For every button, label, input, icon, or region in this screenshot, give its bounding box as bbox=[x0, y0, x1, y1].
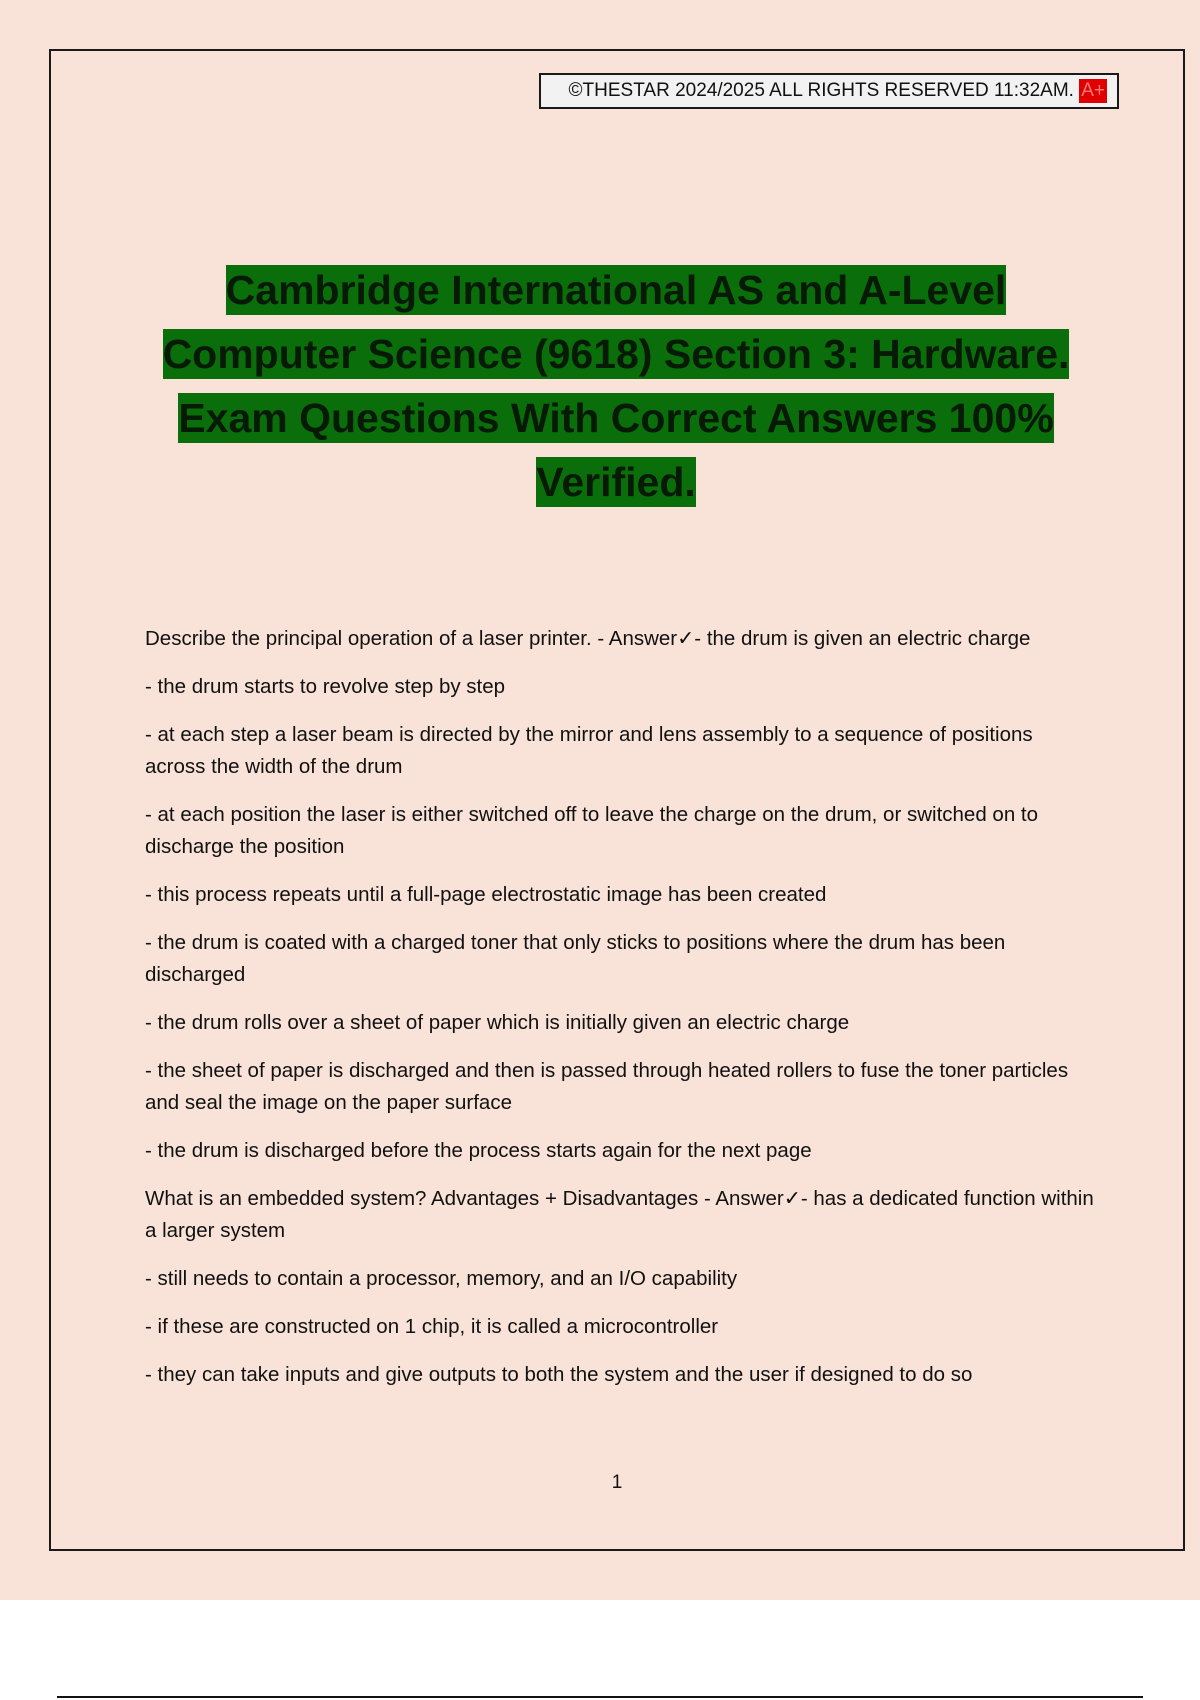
answer-point: - still needs to contain a processor, memory, and an I/O capability bbox=[145, 1267, 738, 1290]
answer-point: - the drum is coated with a charged toner that only sticks to positions where the drum has been discharged bbox=[145, 931, 1006, 986]
title-line-4: Verified. bbox=[536, 459, 696, 505]
answer-point: - they can take inputs and give outputs to both the system and the user if designed to do so bbox=[145, 1363, 973, 1386]
question-paragraph: Describe the principal operation of a laser printer. - Answer✓- the drum is given an electric charge bbox=[145, 627, 1031, 650]
question-answer-content bbox=[145, 623, 1095, 1407]
title-line-3: Exam Questions With Correct Answers 100% bbox=[178, 395, 1054, 441]
grade-badge: A+ bbox=[1081, 79, 1105, 101]
answer-point: - the sheet of paper is discharged and then is passed through heated rollers to fuse the toner particles and seal the image on the paper surface bbox=[145, 1059, 1069, 1114]
page-number: 1 bbox=[611, 1472, 623, 1493]
answer-point: - at each position the laser is either switched off to leave the charge on the drum, or switched on to discharge the position bbox=[145, 803, 1039, 858]
answer-point: - the drum starts to revolve step by step bbox=[145, 675, 506, 698]
answer-point: - this process repeats until a full-page electrostatic image has been created bbox=[145, 883, 827, 906]
title-line-1: Cambridge International AS and A-Level bbox=[225, 267, 1007, 313]
answer-point: - if these are constructed on 1 chip, it is called a microcontroller bbox=[145, 1315, 719, 1338]
document-title bbox=[120, 258, 1112, 514]
bottom-divider bbox=[57, 1696, 1143, 1698]
title-line-2: Computer Science (9618) Section 3: Hardware. bbox=[162, 331, 1070, 377]
answer-point: - the drum is discharged before the process starts again for the next page bbox=[145, 1139, 812, 1162]
answer-point: - the drum rolls over a sheet of paper which is initially given an electric charge bbox=[145, 1011, 850, 1034]
copyright-header bbox=[539, 73, 1119, 109]
copyright-text: ©THESTAR 2024/2025 ALL RIGHTS RESERVED 11:32AM. bbox=[568, 80, 1074, 101]
question-paragraph: What is an embedded system? Advantages + Disadvantages - Answer✓- has a dedicated function within a larger system bbox=[145, 1187, 1094, 1242]
answer-point: - at each step a laser beam is directed by the mirror and lens assembly to a sequence of positions across the width of the drum bbox=[145, 723, 1033, 778]
